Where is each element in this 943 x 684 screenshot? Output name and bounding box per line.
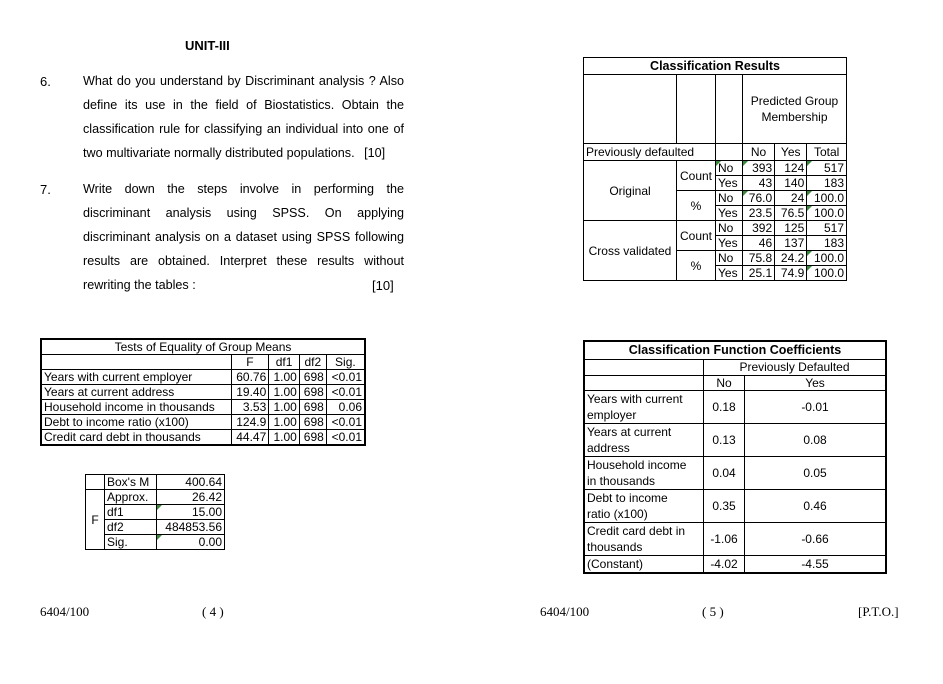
cell-df2: 698 xyxy=(299,430,326,446)
coefficients-title-row xyxy=(584,341,886,360)
row-label: Credit card debt in thousands xyxy=(41,430,231,446)
cell-value: 100.0 xyxy=(807,206,847,221)
classification-results-table xyxy=(583,57,847,281)
header-df2: df2 xyxy=(299,355,326,370)
row-value: 484853.56 xyxy=(157,520,225,535)
col-no: No xyxy=(704,376,745,391)
cell-value: 76.5 xyxy=(775,206,807,221)
right-paper-code: 6404/100 xyxy=(540,604,590,619)
row-label-line-1: Years at current xyxy=(587,425,672,439)
table-row xyxy=(584,424,886,457)
cell-sig: <0.01 xyxy=(326,385,365,400)
cell-no: 0.35 xyxy=(704,490,745,523)
row-label-line-2: address xyxy=(587,441,630,455)
cell-df1: 1.00 xyxy=(269,385,300,400)
cell-df1: 1.00 xyxy=(269,400,300,415)
row-label-line-2: ratio (x100) xyxy=(587,507,648,521)
box-m-corner xyxy=(86,475,105,490)
blank-cell xyxy=(716,75,743,144)
row-label: Years with current employer xyxy=(41,370,231,385)
question-7-line-4: results are obtained. Interpret these results without xyxy=(83,254,404,268)
col-total: Total xyxy=(807,144,847,161)
cell-value: 46 xyxy=(743,236,775,251)
unit-title: UNIT-III xyxy=(185,38,230,53)
cell-value: 24.2 xyxy=(775,251,807,266)
cell-f: 19.40 xyxy=(231,385,269,400)
group-means-table xyxy=(40,338,366,446)
table-row xyxy=(86,520,225,535)
question-7-line-2: discriminant analysis using SPSS. On applying xyxy=(83,206,404,220)
question-6-line-4-text: two multivariate normally distributed populations. xyxy=(83,146,355,160)
classification-predicted-row xyxy=(584,75,847,144)
percent-label: % xyxy=(677,191,716,221)
previously-defaulted-header: Previously Defaulted xyxy=(704,360,887,376)
coefficients-table xyxy=(583,340,887,574)
cell-value: 183 xyxy=(807,176,847,191)
cell-df2: 698 xyxy=(299,370,326,385)
box-m-f-label: F xyxy=(86,490,105,550)
question-6-number: 6. xyxy=(40,74,51,89)
cell-no: 0.13 xyxy=(704,424,745,457)
question-7-line-3: discriminant analysis on a dataset using SPSS following xyxy=(83,230,404,244)
classification-column-header-row xyxy=(584,144,847,161)
cell-value: 74.9 xyxy=(775,266,807,281)
row-label-line-1: Credit card debt in xyxy=(587,524,686,538)
row-no-label: No xyxy=(716,161,743,176)
row-label: df1 xyxy=(105,505,157,520)
cell-value: 25.1 xyxy=(743,266,775,281)
box-m-label: Box's M xyxy=(105,475,157,490)
cell-f: 124.9 xyxy=(231,415,269,430)
cell-df1: 1.00 xyxy=(269,370,300,385)
cross-validated-label: Cross validated xyxy=(584,221,677,281)
cell-value: 517 xyxy=(807,221,847,236)
question-6-line-1: What do you understand by Discriminant analysis ? Also xyxy=(83,74,404,88)
cell-no: 0.18 xyxy=(704,391,745,424)
row-label xyxy=(584,457,704,490)
cell-sig: <0.01 xyxy=(326,370,365,385)
cell-value: 183 xyxy=(807,236,847,251)
table-row xyxy=(584,490,886,523)
coefficients-col-row xyxy=(584,376,886,391)
question-6-line-3: classification rule for classifying an individual into one of xyxy=(83,122,404,136)
row-label: Approx. xyxy=(105,490,157,505)
row-value: 0.00 xyxy=(157,535,225,550)
cell-yes: 0.08 xyxy=(745,424,887,457)
cell-value: 124 xyxy=(775,161,807,176)
constant-yes: -4.55 xyxy=(745,556,887,574)
cell-value: 140 xyxy=(775,176,807,191)
col-yes: Yes xyxy=(775,144,807,161)
cell-value: 137 xyxy=(775,236,807,251)
blank-cell xyxy=(584,360,704,376)
blank-cell xyxy=(584,75,677,144)
coefficients-title: Classification Function Coefficients xyxy=(584,341,886,360)
table-row xyxy=(86,505,225,520)
cell-value: 100.0 xyxy=(807,191,847,206)
original-label: Original xyxy=(584,161,677,221)
cell-yes: -0.66 xyxy=(745,523,887,556)
cell-value: 76.0 xyxy=(743,191,775,206)
cell-sig: <0.01 xyxy=(326,430,365,446)
table-row xyxy=(584,161,847,176)
header-df1: df1 xyxy=(269,355,300,370)
header-f: F xyxy=(231,355,269,370)
row-yes-label: Yes xyxy=(716,236,743,251)
table-row xyxy=(41,370,365,385)
table-row xyxy=(584,523,886,556)
cell-value: 43 xyxy=(743,176,775,191)
cell-value: 75.8 xyxy=(743,251,775,266)
cell-yes: -0.01 xyxy=(745,391,887,424)
row-label xyxy=(584,391,704,424)
row-no-label: No xyxy=(716,191,743,206)
constant-label: (Constant) xyxy=(584,556,704,574)
cell-f: 44.47 xyxy=(231,430,269,446)
question-6-line-4 xyxy=(83,146,404,160)
cell-no: -1.06 xyxy=(704,523,745,556)
cell-df2: 698 xyxy=(299,415,326,430)
row-label-line-2: in thousands xyxy=(587,474,656,488)
row-label-line-2: thousands xyxy=(587,540,643,554)
table-row xyxy=(41,430,365,446)
row-value: 15.00 xyxy=(157,505,225,520)
question-7-number: 7. xyxy=(40,182,51,197)
header-sig: Sig. xyxy=(326,355,365,370)
cell-value: 392 xyxy=(743,221,775,236)
question-6-marks: [10] xyxy=(364,146,386,160)
cell-value: 100.0 xyxy=(807,266,847,281)
count-label: Count xyxy=(677,161,716,191)
group-means-title: Tests of Equality of Group Means xyxy=(41,339,365,355)
table-row xyxy=(584,556,886,574)
table-row xyxy=(584,457,886,490)
cell-yes: 0.05 xyxy=(745,457,887,490)
cell-value: 517 xyxy=(807,161,847,176)
box-m-table xyxy=(85,474,225,550)
row-label: Debt to income ratio (x100) xyxy=(41,415,231,430)
row-label-line-1: Debt to income xyxy=(587,491,668,505)
table-row xyxy=(41,400,365,415)
left-paper-code: 6404/100 xyxy=(40,604,90,619)
predicted-group-header: Predicted Group Membership xyxy=(743,75,847,144)
cell-value: 23.5 xyxy=(743,206,775,221)
table-row xyxy=(41,385,365,400)
row-yes-label: Yes xyxy=(716,266,743,281)
blank-cell xyxy=(716,144,743,161)
pto-label: [P.T.O.] xyxy=(858,604,899,619)
cell-f: 3.53 xyxy=(231,400,269,415)
row-label-line-1: Years with current xyxy=(587,392,683,406)
cell-yes: 0.46 xyxy=(745,490,887,523)
col-yes: Yes xyxy=(745,376,887,391)
cell-df1: 1.00 xyxy=(269,415,300,430)
group-means-title-row xyxy=(41,339,365,355)
row-value: 26.42 xyxy=(157,490,225,505)
count-label: Count xyxy=(677,221,716,251)
cell-df2: 698 xyxy=(299,385,326,400)
cell-value: 393 xyxy=(743,161,775,176)
table-row xyxy=(86,490,225,505)
table-row xyxy=(584,221,847,236)
table-row xyxy=(41,415,365,430)
group-means-corner xyxy=(41,355,231,370)
cell-sig: 0.06 xyxy=(326,400,365,415)
cell-df1: 1.00 xyxy=(269,430,300,446)
blank-cell xyxy=(677,75,716,144)
row-label: Years at current address xyxy=(41,385,231,400)
row-label: Household income in thousands xyxy=(41,400,231,415)
question-7-line-5: rewriting the tables : xyxy=(83,278,196,292)
row-no-label: No xyxy=(716,221,743,236)
box-m-value: 400.64 xyxy=(157,475,225,490)
cell-value: 125 xyxy=(775,221,807,236)
previously-defaulted-label: Previously defaulted xyxy=(584,144,716,161)
percent-label: % xyxy=(677,251,716,281)
row-label xyxy=(584,523,704,556)
left-page-number: ( 4 ) xyxy=(202,604,224,619)
table-row xyxy=(86,535,225,550)
right-page-number: ( 5 ) xyxy=(702,604,724,619)
row-no-label: No xyxy=(716,251,743,266)
row-label-line-2: employer xyxy=(587,408,637,422)
classification-title-row xyxy=(584,58,847,75)
cell-sig: <0.01 xyxy=(326,415,365,430)
question-7-line-1: Write down the steps involve in performing the xyxy=(83,182,404,196)
row-label: Sig. xyxy=(105,535,157,550)
cell-no: 0.04 xyxy=(704,457,745,490)
row-label: df2 xyxy=(105,520,157,535)
row-yes-label: Yes xyxy=(716,206,743,221)
cell-df2: 698 xyxy=(299,400,326,415)
blank-cell xyxy=(584,376,704,391)
cell-f: 60.76 xyxy=(231,370,269,385)
classification-results-title: Classification Results xyxy=(584,58,847,75)
box-m-row xyxy=(86,475,225,490)
row-label xyxy=(584,424,704,457)
table-row xyxy=(584,391,886,424)
coefficients-group-row xyxy=(584,360,886,376)
question-7-marks: [10] xyxy=(372,278,394,293)
question-6-line-2: define its use in the field of Biostatistics. Obtain the xyxy=(83,98,404,112)
constant-no: -4.02 xyxy=(704,556,745,574)
row-label-line-1: Household income xyxy=(587,458,687,472)
row-label xyxy=(584,490,704,523)
col-no: No xyxy=(743,144,775,161)
cell-value: 100.0 xyxy=(807,251,847,266)
group-means-header-row xyxy=(41,355,365,370)
cell-value: 24 xyxy=(775,191,807,206)
row-yes-label: Yes xyxy=(716,176,743,191)
